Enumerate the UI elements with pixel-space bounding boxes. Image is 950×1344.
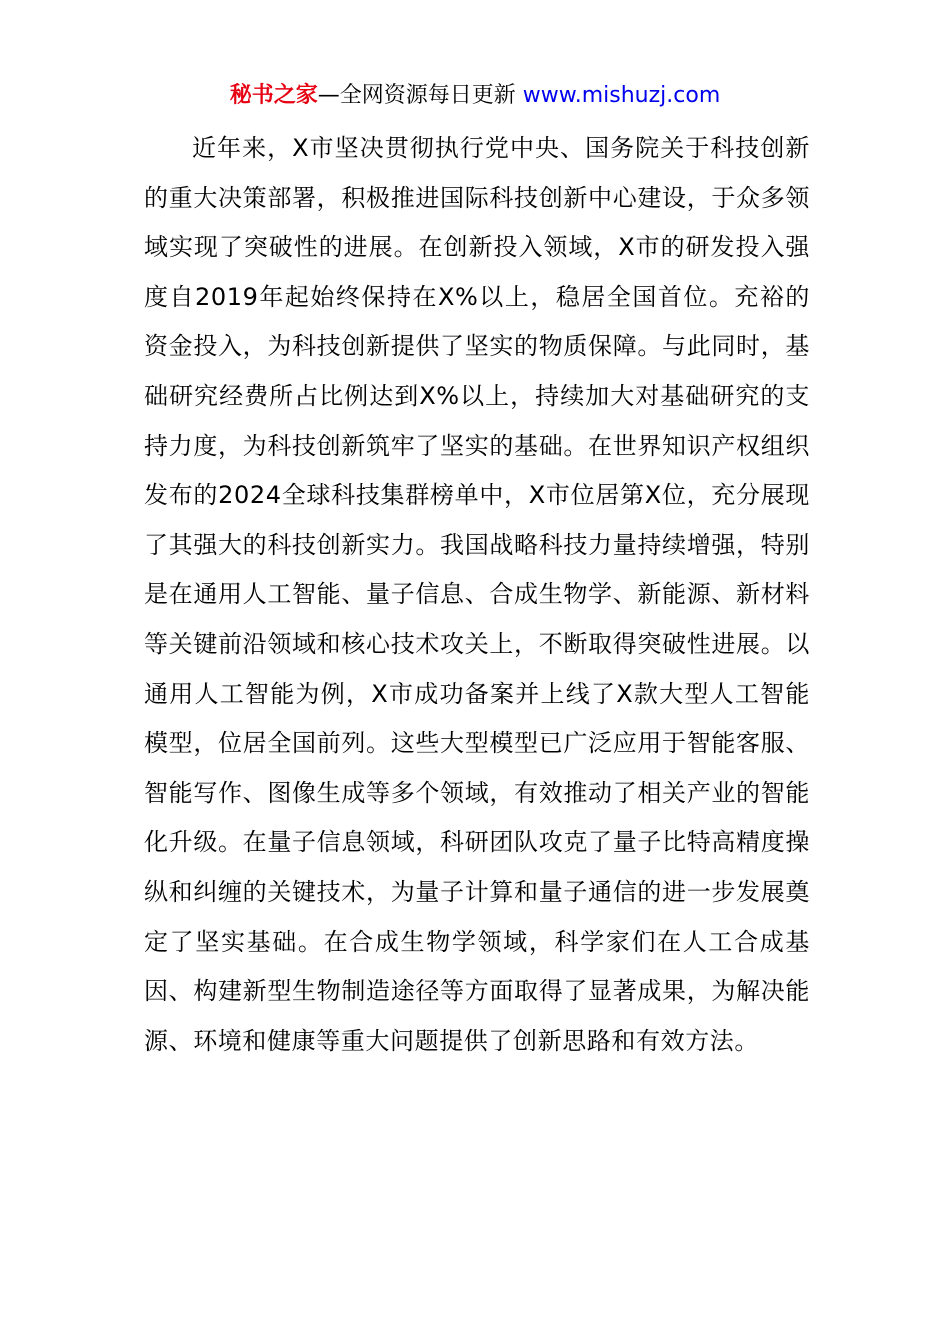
- page-header: [0, 80, 950, 112]
- header-tagline: —全网资源每日更新: [317, 83, 516, 108]
- body-paragraph: 近年来，X市坚决贯彻执行党中央、国务院关于科技创新的重大决策部署，积极推进国际科技创新中心建设，于众多领域实现了突破性的进展。在创新投入领域，X市的研发投入强度自2019年起始终保持在X%以上，稳居全国首位。充裕的资金投入，为科技创新提供了坚实的物质保障。与此同时，基础研究经费所占比例达到X%以上，持续加大对基础研究的支持力度，为科技创新筑牢了坚实的基础。在世界知识产权组织发布的2024全球科技集群榜单中，X市位居第X位，充分展现了其强大的科技创新实力。我国战略科技力量持续增强，特别是在通用人工智能、量子信息、合成生物学、新能源、新材料等关键前沿领域和核心技术攻关上，不断取得突破性进展。以通用人工智能为例，X市成功备案并上线了X款大型人工智能模型，位居全国前列。这些大型模型已广泛应用于智能客服、智能写作、图像生成等多个领域，有效推动了相关产业的智能化升级。在量子信息领域，科研团队攻克了量子比特高精度操纵和纠缠的关键技术，为量子计算和量子通信的进一步发展奠定了坚实基础。在合成生物学领域，科学家们在人工合成基因、构建新型生物制造途径等方面取得了显著成果，为解决能源、环境和健康等重大问题提供了创新思路和有效方法。: [144, 134, 810, 1055]
- site-url-link[interactable]: www.mishuzj.com: [522, 83, 721, 108]
- brand-name: 秘书之家: [229, 83, 318, 108]
